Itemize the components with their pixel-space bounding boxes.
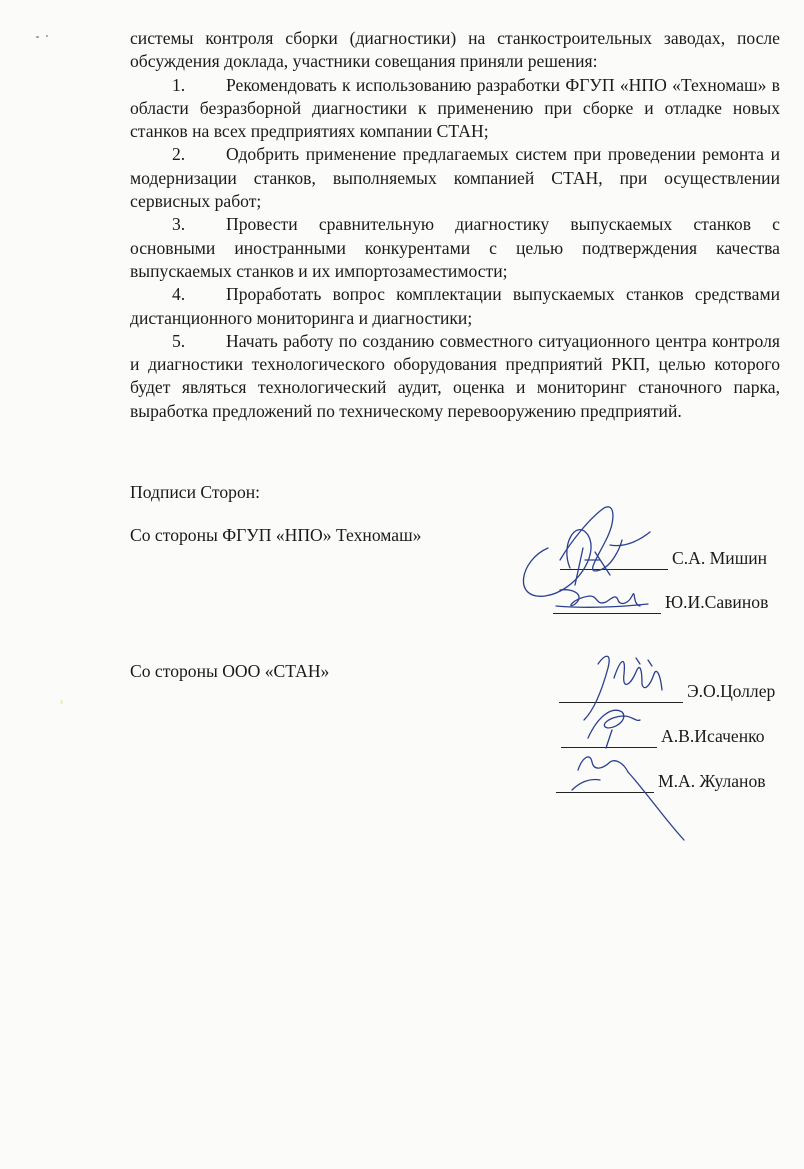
party2-label: Со стороны ООО «СТАН»	[130, 661, 330, 681]
item-number: 3.	[172, 214, 186, 235]
signer-line-zhulanov	[556, 770, 766, 793]
scan-speck	[46, 35, 48, 37]
signer-line-isachenko	[561, 725, 765, 748]
item-number: 1.	[172, 74, 186, 95]
signer-line-savinov	[553, 591, 768, 614]
party1-label: Со стороны ФГУП «НПО» Техномаш»	[130, 525, 422, 545]
decision-item-3	[130, 213, 780, 283]
item-text: Одобрить применение предлагаемых систем при проведении ремонта и модернизации станков, выполняемых компанией СТАН, при осуществлении сервисных работ;	[130, 144, 780, 212]
signer-name: А.В.Исаченко	[661, 726, 765, 746]
item-number: 2.	[172, 144, 186, 165]
item-number: 4.	[172, 284, 186, 305]
signature-rule	[560, 551, 668, 570]
decision-item-5	[130, 330, 780, 423]
signer-line-zoller	[559, 680, 775, 703]
signature-rule	[559, 684, 683, 703]
signature-rule	[556, 774, 654, 793]
item-text: Проработать вопрос комплектации выпускаемых станков средствами дистанционного мониторинга и диагностики;	[130, 284, 780, 328]
item-text: Рекомендовать к использованию разработки ФГУП «НПО «Техномаш» в области безразборной диагностики к применению при сборке и отладке новых станков на всех предприятиях компании СТАН;	[130, 74, 780, 142]
scan-speck	[36, 36, 39, 38]
item-text: Провести сравнительную диагностику выпускаемых станков с основными иностранными конкурентами с целью подтверждения качества выпускаемых станков и их импортозаместимости;	[130, 214, 780, 281]
intro-paragraph: системы контроля сборки (диагностики) на станкостроительных заводах, после обсуждения доклада, участники совещания приняли решения:	[130, 28, 780, 72]
signer-line-mishin	[560, 547, 767, 570]
signer-name: С.А. Мишин	[672, 548, 768, 568]
item-number: 5.	[172, 330, 186, 351]
decision-item-2	[130, 143, 780, 213]
document-body	[130, 27, 780, 423]
item-text: Начать работу по созданию совместного ситуационного центра контроля и диагностики технологического оборудования предприятий РКП, целью которого будет являться технологический аудит, оценка и мониторинг станочного парка, выработка предложений по техническому перевооружению предприятий.	[130, 330, 780, 421]
signer-name: М.А. Жуланов	[658, 771, 766, 791]
scan-speck	[60, 700, 63, 704]
decision-item-1	[130, 74, 780, 144]
signature-rule	[553, 595, 661, 614]
signer-name: Ю.И.Савинов	[665, 592, 769, 612]
signature-rule	[561, 729, 657, 748]
decision-item-4	[130, 283, 780, 330]
signer-name: Э.О.Цоллер	[687, 681, 776, 701]
signatures-heading: Подписи Сторон:	[130, 482, 261, 502]
